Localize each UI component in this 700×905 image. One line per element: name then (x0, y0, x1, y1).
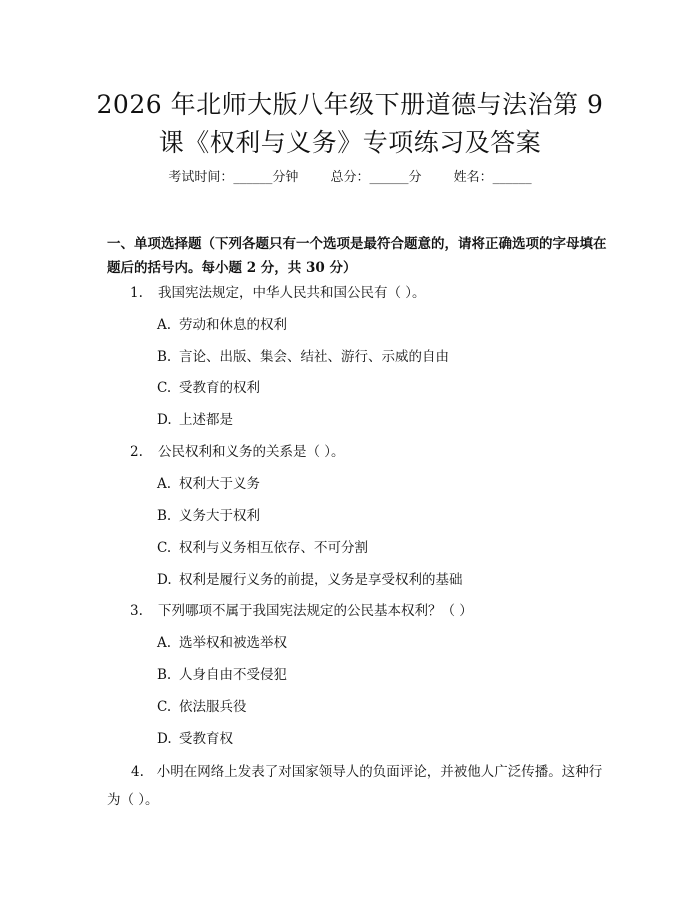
question-number: 3. (130, 603, 143, 619)
question-number: 2. (130, 444, 143, 460)
option-text: 言论、出版、集会、结社、游行、示威的自由 (179, 349, 449, 365)
option-label: A. (157, 476, 172, 492)
option-text: 人身自由不受侵犯 (179, 667, 287, 683)
option-text: 选举权和被选举权 (179, 635, 287, 651)
option-label: D. (157, 731, 172, 747)
question-4 (107, 758, 607, 814)
option-text: 受教育权 (179, 731, 233, 747)
option-text: 义务大于权利 (179, 508, 260, 524)
option-label: C. (157, 540, 172, 556)
document-title-line-1: 2026 年北师大版八年级下册道德与法治第 9 (96, 90, 604, 119)
question-1-option-c (157, 378, 260, 398)
question-text: 我国宪法规定，中华人民共和国公民有（ ）。 (158, 285, 426, 301)
option-text: 受教育的权利 (179, 380, 260, 396)
option-text: 权利是履行义务的前提，义务是享受权利的基础 (179, 572, 463, 588)
exam-total-score: 总分：______分 (330, 170, 422, 185)
question-2-option-a (157, 474, 260, 494)
question-1-option-d (157, 410, 233, 430)
question-1-option-a (157, 315, 287, 335)
question-1-option-b (157, 347, 449, 367)
option-label: C. (157, 380, 172, 396)
option-label: A. (157, 317, 172, 333)
question-text: 公民权利和义务的关系是（ ）。 (158, 444, 345, 460)
question-2-option-c (157, 538, 368, 558)
document-title-line-2: 课《权利与义务》专项练习及答案 (158, 128, 542, 157)
question-3-option-c (157, 697, 247, 717)
option-label: B. (157, 667, 172, 683)
option-text: 上述都是 (179, 412, 233, 428)
exam-name-field: 姓名：______ (453, 170, 532, 185)
question-3-option-a (157, 633, 287, 653)
option-label: B. (157, 508, 172, 524)
option-text: 劳动和休息的权利 (179, 317, 287, 333)
exam-info (0, 168, 700, 188)
section-heading: 一、单项选择题（下列各题只有一个选项是最符合题意的，请将正确选项的字母填在题后的括号内。每小题 2 分，共 30 分） (107, 236, 607, 276)
question-text: 下列哪项不属于我国宪法规定的公民基本权利？（ ） (158, 603, 473, 619)
exam-time: 考试时间：______分钟 (168, 170, 299, 185)
document-title (60, 86, 640, 162)
question-number: 4. (131, 764, 144, 780)
question-2-option-d (157, 570, 463, 590)
question-text: 小明在网络上发表了对国家领导人的负面评论，并被他人广泛传播。这种行为（ ）。 (107, 764, 603, 808)
option-label: A. (157, 635, 172, 651)
option-label: C. (157, 699, 172, 715)
question-2 (130, 442, 610, 462)
option-label: B. (157, 349, 172, 365)
option-label: D. (157, 572, 172, 588)
question-number: 1. (130, 285, 143, 301)
option-text: 权利与义务相互依存、不可分割 (179, 540, 368, 556)
question-3-option-b (157, 665, 287, 685)
question-1 (130, 283, 610, 303)
option-text: 权利大于义务 (179, 476, 260, 492)
option-text: 依法服兵役 (179, 699, 247, 715)
question-3-option-d (157, 729, 233, 749)
question-3 (130, 601, 610, 621)
question-2-option-b (157, 506, 260, 526)
option-label: D. (157, 412, 172, 428)
